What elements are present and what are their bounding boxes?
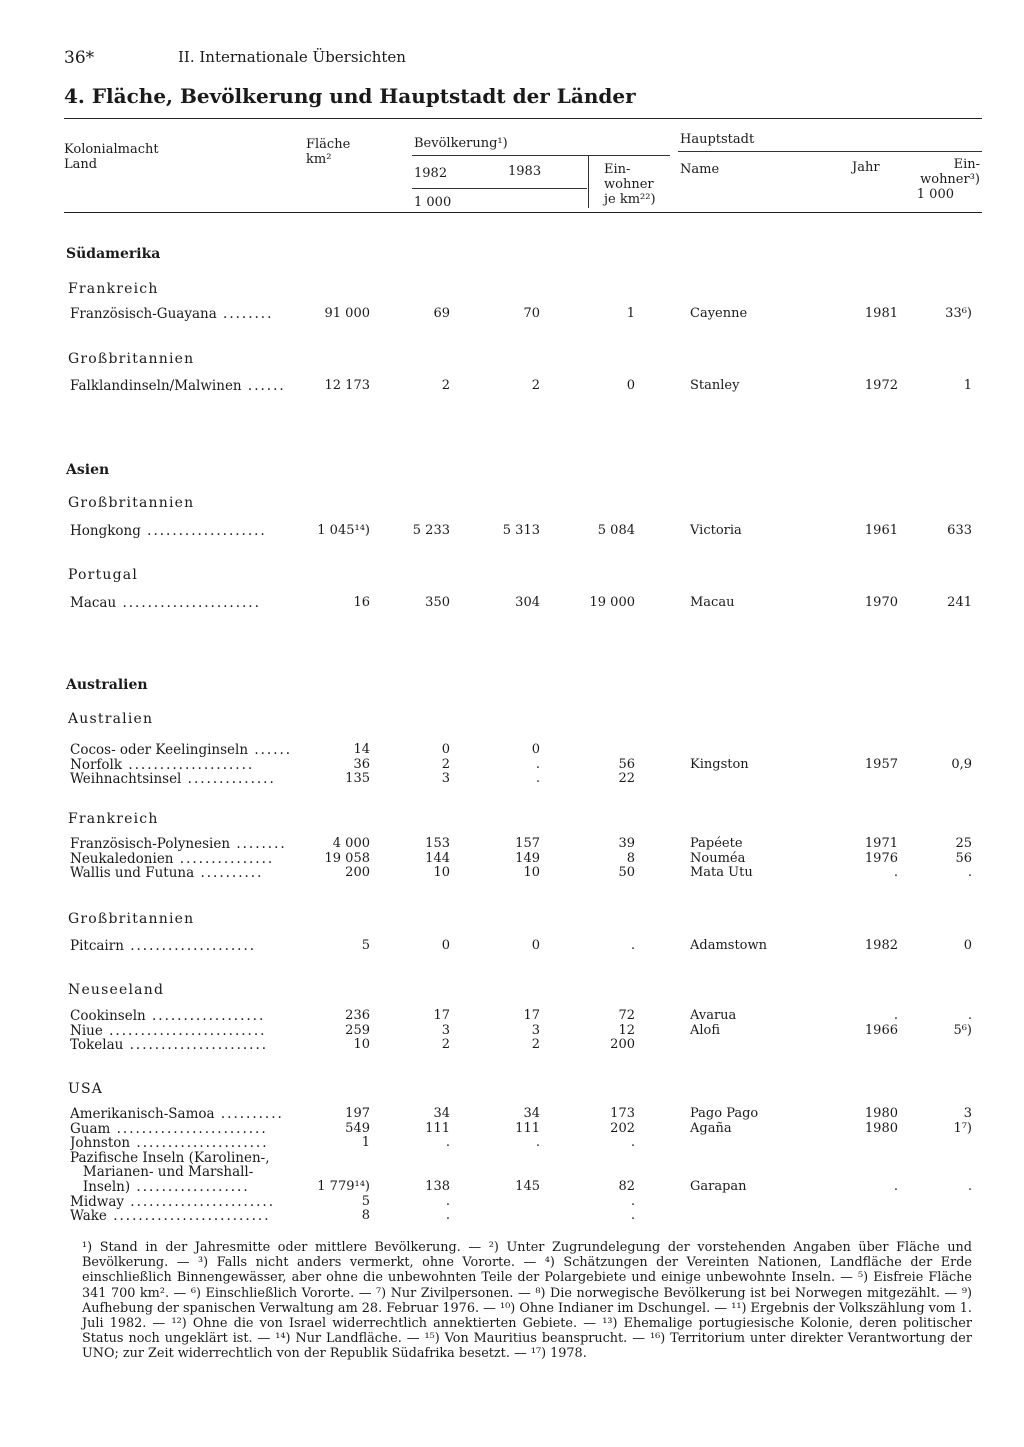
cell-density: 22 (618, 771, 635, 787)
page-number: 36* (64, 48, 95, 68)
cell-year: . (893, 1008, 898, 1023)
header-top-rule (64, 118, 982, 119)
table-row (70, 1008, 298, 1024)
table-row (70, 938, 298, 954)
leader-dots: ...................... (116, 595, 261, 611)
country-name: Midway (70, 1193, 125, 1210)
cell-p1983: 34 (523, 1106, 540, 1121)
cell-area: 1 779¹⁴) (317, 1179, 370, 1194)
cell-inh: 633 (947, 523, 972, 538)
cell-capital: Agaña (690, 1120, 732, 1136)
cell-capital: Alofi (690, 1022, 721, 1038)
leader-dots: .......... (214, 1106, 284, 1122)
cell-area: 10 (353, 1037, 370, 1053)
header-density: Ein- wohner je km²²) (604, 162, 656, 207)
country-name: Tokelau (70, 1037, 124, 1054)
cell-p1982: 144 (425, 850, 450, 866)
colonial-power: Großbritannien (68, 911, 195, 927)
country-name: Norfolk (70, 756, 123, 773)
cell-density: . (630, 1208, 635, 1224)
cell-density: 19 000 (589, 595, 635, 610)
cell-p1982: 111 (425, 1120, 450, 1136)
cell-p1982: 2 (441, 1037, 450, 1053)
cell-year: 1961 (864, 523, 898, 538)
table-row (70, 851, 298, 867)
cell-area: 200 (345, 865, 370, 881)
header-population: Bevölkerung¹) (414, 136, 508, 151)
table-row (70, 1194, 298, 1210)
colonial-power: Portugal (68, 567, 139, 583)
cell-area: 4 000 (332, 836, 370, 851)
cell-area: 1 (361, 1135, 370, 1151)
country-name: Guam (70, 1120, 111, 1137)
country-name: Französisch-Guayana (70, 306, 217, 322)
cell-p1982: 2 (441, 378, 450, 393)
cell-density: 39 (618, 836, 635, 851)
cell-inh: 56 (955, 850, 972, 866)
header-1000: 1 000 (414, 195, 452, 210)
country-name: Niue (70, 1022, 103, 1039)
cell-area: 236 (345, 1008, 370, 1023)
cell-capital: Victoria (690, 523, 742, 538)
table-title: 4. Fläche, Bevölkerung und Hauptstadt der Länder (64, 84, 636, 108)
country-name: Weihnachtsinsel (70, 771, 182, 788)
country-name: Cocos- oder Keelinginseln (70, 742, 249, 758)
country-name: Amerikanisch-Samoa (70, 1106, 215, 1122)
cell-p1983: 304 (515, 595, 540, 610)
cell-area: 135 (345, 771, 370, 787)
leader-dots: .................. (130, 1179, 250, 1195)
cell-p1982: 2 (441, 756, 450, 772)
cell-density: 72 (618, 1008, 635, 1023)
country-name: Wallis und Futuna (70, 865, 195, 882)
cell-area: 16 (353, 595, 370, 610)
cell-p1983: 5 313 (502, 523, 540, 538)
capital-header-rule (678, 151, 982, 152)
cell-year: 1971 (864, 836, 898, 851)
cell-area: 12 173 (324, 378, 370, 393)
country-name: Pazifische Inseln (Karolinen-, (70, 1149, 270, 1166)
table-row (70, 1150, 298, 1166)
cell-area: 197 (345, 1106, 370, 1121)
cell-density: . (630, 1193, 635, 1209)
table-row (70, 1037, 298, 1053)
cell-p1982: 350 (425, 595, 450, 610)
leader-dots: ....................... (124, 1193, 276, 1210)
leader-dots: ........ (216, 306, 274, 322)
cell-density: 56 (618, 756, 635, 772)
cell-inh: 241 (947, 595, 972, 610)
colonial-power: Neuseeland (68, 982, 165, 998)
cell-area: 14 (353, 742, 370, 757)
cell-p1982: 3 (441, 1022, 450, 1038)
country-name: Französisch-Polynesien (70, 836, 231, 852)
cell-density: 8 (626, 850, 635, 866)
cell-p1983: 17 (523, 1008, 540, 1023)
table-row (70, 1121, 298, 1137)
cell-p1982: 3 (441, 771, 450, 787)
cell-capital: Adamstown (690, 938, 768, 953)
cell-year: 1981 (864, 306, 898, 321)
table-row (70, 378, 298, 394)
leader-dots: ........................ (110, 1120, 268, 1137)
cell-capital: Pago Pago (690, 1106, 759, 1121)
cell-year: 1972 (864, 378, 898, 393)
cell-p1983: 70 (523, 306, 540, 321)
region-heading: Australien (66, 677, 148, 693)
header-country: Kolonialmacht Land (64, 142, 159, 172)
cell-area: 5 (361, 1193, 370, 1209)
cell-area: 5 (361, 938, 370, 953)
table-row (70, 1023, 298, 1039)
leader-dots: ................... (140, 523, 267, 539)
cell-p1982: 34 (433, 1106, 450, 1121)
cell-inh: . (967, 1008, 972, 1023)
cell-p1982: 138 (425, 1179, 450, 1194)
country-name: Inseln) (70, 1179, 131, 1195)
cell-p1982: 5 233 (412, 523, 450, 538)
leader-dots: .................... (123, 938, 257, 954)
country-name: Falklandinseln/Malwinen (70, 378, 242, 394)
pop-header-rule (412, 155, 670, 156)
cell-p1982: . (445, 1135, 450, 1151)
cell-density: 5 084 (597, 523, 635, 538)
leader-dots: ......................... (102, 1022, 267, 1039)
region-heading: Asien (66, 462, 110, 478)
cell-capital: Nouméa (690, 850, 746, 866)
cell-year: 1970 (864, 595, 898, 610)
header-capital-inhabitants: Ein- wohner³) 1 000 (916, 157, 980, 202)
cell-p1982: . (445, 1208, 450, 1224)
country-name: Marianen- und Marshall- (70, 1164, 254, 1181)
cell-inh: 3 (963, 1106, 972, 1121)
table-row (70, 1135, 298, 1151)
cell-p1982: 17 (433, 1008, 450, 1023)
cell-inh: 25 (955, 836, 972, 851)
colonial-power: Großbritannien (68, 351, 195, 367)
header-area: Fläche km² (306, 137, 351, 167)
cell-p1983: . (535, 1135, 540, 1151)
table-row (70, 836, 298, 852)
table-row (70, 771, 298, 787)
header-capital-year: Jahr (852, 160, 880, 175)
cell-capital: Garapan (690, 1179, 747, 1194)
footnotes-text: ¹) Stand in der Jahresmitte oder mittlere Bevölkerung. — ²) Unter Zugrundelegung der vorstehenden Angaben über Fläche und Bevölkerung. — ³) Falls nicht anders vermerkt, ohne Vororte. — ⁴) Schätzungen der Vereinten Nationen, Landfläche der Erde einschließlich Binnengewässer, aber ohne die unbewohnten Teile der Polargebiete und einige unbewohnte Inseln. — ⁵) Eisfreie Fläche 341 700 km². — ⁶) Einschließlich Vororte. — ⁷) Nur Zivilpersonen. — ⁸) Die norwegische Bevölkerung ist bei Norwegen mitgezählt. — ⁹) Aufhebung der spanischen Verwaltung am 28. Februar 1976. — ¹⁰) Ohne Indianer im Dschungel. — ¹¹) Ergebnis der Volkszählung vom 1. Juli 1982. — ¹²) Ohne die von Israel widerrechtlich annektierten Gebiete. — ¹³) Ehemalige portugiesische Kolonie, deren politischer Status noch ungeklärt ist. — ¹⁴) Nur Landfläche. — ¹⁵) Von Mauritius beansprucht. — ¹⁶) Territorium unter direkter Verantwortung der UNO; zur Zeit widerrechtlich von der Republik Südafrika besetzt. — ¹⁷) 1978. (82, 1240, 972, 1362)
cell-inh: . (967, 1179, 972, 1194)
cell-density: 173 (610, 1106, 635, 1121)
table-row (70, 523, 298, 539)
cell-area: 19 058 (324, 850, 370, 866)
cell-capital: Papéete (690, 836, 743, 851)
colonial-power: Frankreich (68, 281, 159, 297)
cell-capital: Stanley (690, 378, 740, 393)
cell-area: 91 000 (324, 306, 370, 321)
region-heading: Südamerika (66, 246, 161, 262)
table-row (70, 757, 298, 773)
country-name: Cookinseln (70, 1008, 146, 1024)
cell-p1982: 10 (433, 865, 450, 881)
cell-p1983: 157 (515, 836, 540, 851)
country-name: Johnston (70, 1135, 131, 1152)
cell-density: . (630, 938, 635, 953)
table-row (70, 306, 298, 322)
cell-density: 202 (610, 1120, 635, 1136)
cell-p1983: 0 (531, 742, 540, 757)
cell-inh: 1⁷) (953, 1120, 972, 1136)
footnotes (82, 1240, 972, 1362)
cell-inh: 0,9 (951, 756, 972, 772)
cell-capital: Mata Utu (690, 865, 753, 881)
header-1983: 1983 (508, 164, 542, 179)
table-row (70, 742, 298, 758)
table-row (70, 1106, 298, 1122)
header-capital-name: Name (680, 162, 720, 177)
colonial-power: Frankreich (68, 811, 159, 827)
cell-year: 1982 (864, 938, 898, 953)
leader-dots: ...... (248, 742, 293, 758)
header-1982: 1982 (414, 166, 448, 181)
country-name: Wake (70, 1208, 107, 1225)
cell-inh: 5⁶) (953, 1022, 972, 1038)
cell-year: 1957 (864, 756, 898, 772)
country-name: Macau (70, 595, 117, 611)
header-capital: Hauptstadt (680, 132, 755, 147)
leader-dots: .......... (194, 865, 264, 882)
pop-divider (588, 156, 589, 208)
cell-year: . (893, 865, 898, 881)
cell-p1983: 149 (515, 850, 540, 866)
leader-dots: ........ (230, 836, 287, 852)
cell-p1983: 145 (515, 1179, 540, 1194)
cell-p1983: 3 (531, 1022, 540, 1038)
cell-year: 1980 (864, 1106, 898, 1121)
leader-dots: ...... (241, 378, 286, 394)
table-row (70, 1208, 298, 1224)
cell-area: 549 (345, 1120, 370, 1136)
table-row (70, 595, 298, 611)
cell-density: 50 (618, 865, 635, 881)
country-name: Pitcairn (70, 938, 124, 954)
cell-capital: Cayenne (690, 306, 748, 321)
country-name: Neukaledonien (70, 850, 174, 867)
cell-area: 36 (353, 756, 370, 772)
cell-density: 1 (626, 306, 635, 321)
colonial-power: Großbritannien (68, 495, 195, 511)
running-head: II. Internationale Übersichten (178, 48, 406, 66)
cell-inh: 0 (963, 938, 972, 953)
leader-dots: ............... (173, 850, 275, 867)
leader-dots: ......................... (106, 1208, 271, 1225)
leader-dots: .................. (145, 1008, 266, 1024)
cell-capital: Kingston (690, 756, 749, 772)
cell-area: 259 (345, 1022, 370, 1038)
cell-year: 1980 (864, 1120, 898, 1136)
table-row (70, 1179, 298, 1195)
cell-p1983: 0 (531, 938, 540, 953)
cell-p1983: 2 (531, 378, 540, 393)
cell-area: 1 045¹⁴) (317, 523, 370, 538)
table-row (70, 1164, 298, 1180)
cell-inh: . (967, 865, 972, 881)
cell-p1982: 0 (441, 742, 450, 757)
cell-p1983: 111 (515, 1120, 540, 1136)
cell-density: 82 (618, 1179, 635, 1194)
cell-p1982: 153 (425, 836, 450, 851)
colonial-power: Australien (68, 711, 154, 727)
cell-year: . (893, 1179, 898, 1194)
leader-dots: .............. (181, 771, 276, 788)
country-name: Hongkong (70, 523, 141, 539)
cell-capital: Avarua (690, 1008, 737, 1023)
cell-p1983: 2 (531, 1037, 540, 1053)
leader-dots: ...................... (123, 1037, 269, 1054)
years-header-rule (412, 188, 587, 189)
cell-p1982: 69 (433, 306, 450, 321)
cell-p1982: 0 (441, 938, 450, 953)
cell-p1983: . (535, 771, 540, 787)
cell-density: 200 (610, 1037, 635, 1053)
table-row (70, 865, 298, 881)
cell-year: 1976 (864, 850, 898, 866)
header-bottom-rule (64, 212, 982, 213)
cell-p1983: . (535, 756, 540, 772)
cell-density: 0 (626, 378, 635, 393)
cell-p1983: 10 (523, 865, 540, 881)
leader-dots: ..................... (130, 1135, 269, 1152)
cell-inh: 1 (963, 378, 972, 393)
cell-area: 8 (361, 1208, 370, 1224)
cell-p1982: . (445, 1193, 450, 1209)
cell-year: 1966 (864, 1022, 898, 1038)
leader-dots: .................... (122, 756, 255, 773)
cell-density: 12 (618, 1022, 635, 1038)
cell-inh: 33⁶) (945, 306, 972, 321)
cell-density: . (630, 1135, 635, 1151)
cell-capital: Macau (690, 595, 735, 610)
colonial-power: USA (68, 1081, 104, 1097)
